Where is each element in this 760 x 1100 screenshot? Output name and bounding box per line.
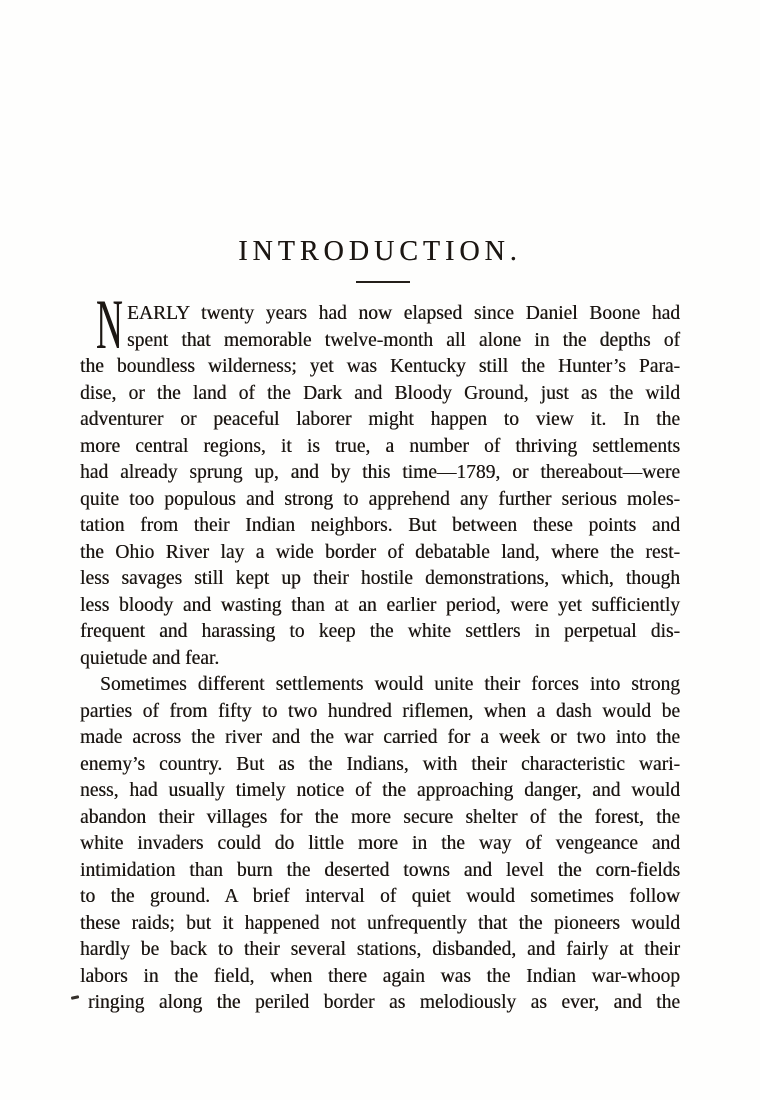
text-line: the boundless wilderness; yet was Kentucky still the Hunter’s Para-	[80, 356, 680, 377]
text-line: more central regions, it is true, a number of thriving settlements	[80, 435, 680, 457]
text-line: made across the river and the war carried for a week or two into the	[80, 727, 680, 748]
text-line: spent that memorable twelve-month all alone in the depths of	[127, 329, 680, 351]
text-line: labors in the field, when there again was the Indian war-whoop	[80, 965, 680, 987]
text-line: abandon their villages for the more secure shelter of the forest, the	[80, 806, 680, 828]
text-line: less bloody and wasting than at an earlier period, were yet sufficiently	[80, 594, 680, 616]
text-line: these raids; but it happened not unfrequently that the pioneers would	[80, 912, 680, 934]
text-line: to the ground. A brief interval of quiet would sometimes follow	[80, 886, 680, 907]
text-line: intimidation than burn the deserted towns and level the corn-fields	[80, 859, 680, 881]
text-line: dise, or the land of the Dark and Bloody Ground, just as the wild	[80, 382, 680, 404]
text-line: enemy’s country. But as the Indians, with their characteristic wari-	[80, 753, 680, 775]
text-line: adventurer or peaceful laborer might happen to view it. In the	[80, 409, 680, 430]
body-text	[80, 286, 680, 1017]
page-title: INTRODUCTION.	[238, 236, 522, 267]
text-line: Sometimes different settlements would unite their forces into strong	[100, 674, 680, 695]
title-divider-rule	[356, 281, 410, 283]
ink-mark-artifact	[71, 995, 79, 999]
text-line: frequent and harassing to keep the white settlers in perpetual dis-	[80, 621, 680, 642]
text-line: hardly be back to their several stations, disbanded, and fairly at their	[80, 939, 680, 960]
text-line: the Ohio River lay a wide border of debatable land, where the rest-	[80, 541, 680, 563]
text-line: quite too populous and strong to apprehend any further serious moles-	[80, 488, 680, 510]
text-line: EARLY twenty years had now elapsed since Daniel Boone had	[127, 303, 680, 324]
text-line: ringing along the periled border as melodiously as ever, and the	[88, 992, 680, 1013]
paragraph-2	[80, 672, 680, 1017]
text-line: tation from their Indian neighbors. But between these points and	[80, 515, 680, 536]
text-line: had already sprung up, and by this time—1789, or thereabout—were	[80, 462, 680, 483]
text-line: white invaders could do little more in the way of vengeance and	[80, 833, 680, 854]
text-line: ness, had usually timely notice of the approaching danger, and would	[80, 780, 680, 801]
text-line: less savages still kept up their hostile demonstrations, which, though	[80, 568, 680, 589]
paragraph-1	[80, 286, 680, 672]
drop-cap: N	[96, 286, 123, 364]
text-line: quietude and fear.	[80, 647, 220, 669]
text-line: parties of from fifty to two hundred riflemen, when a dash would be	[80, 700, 680, 722]
